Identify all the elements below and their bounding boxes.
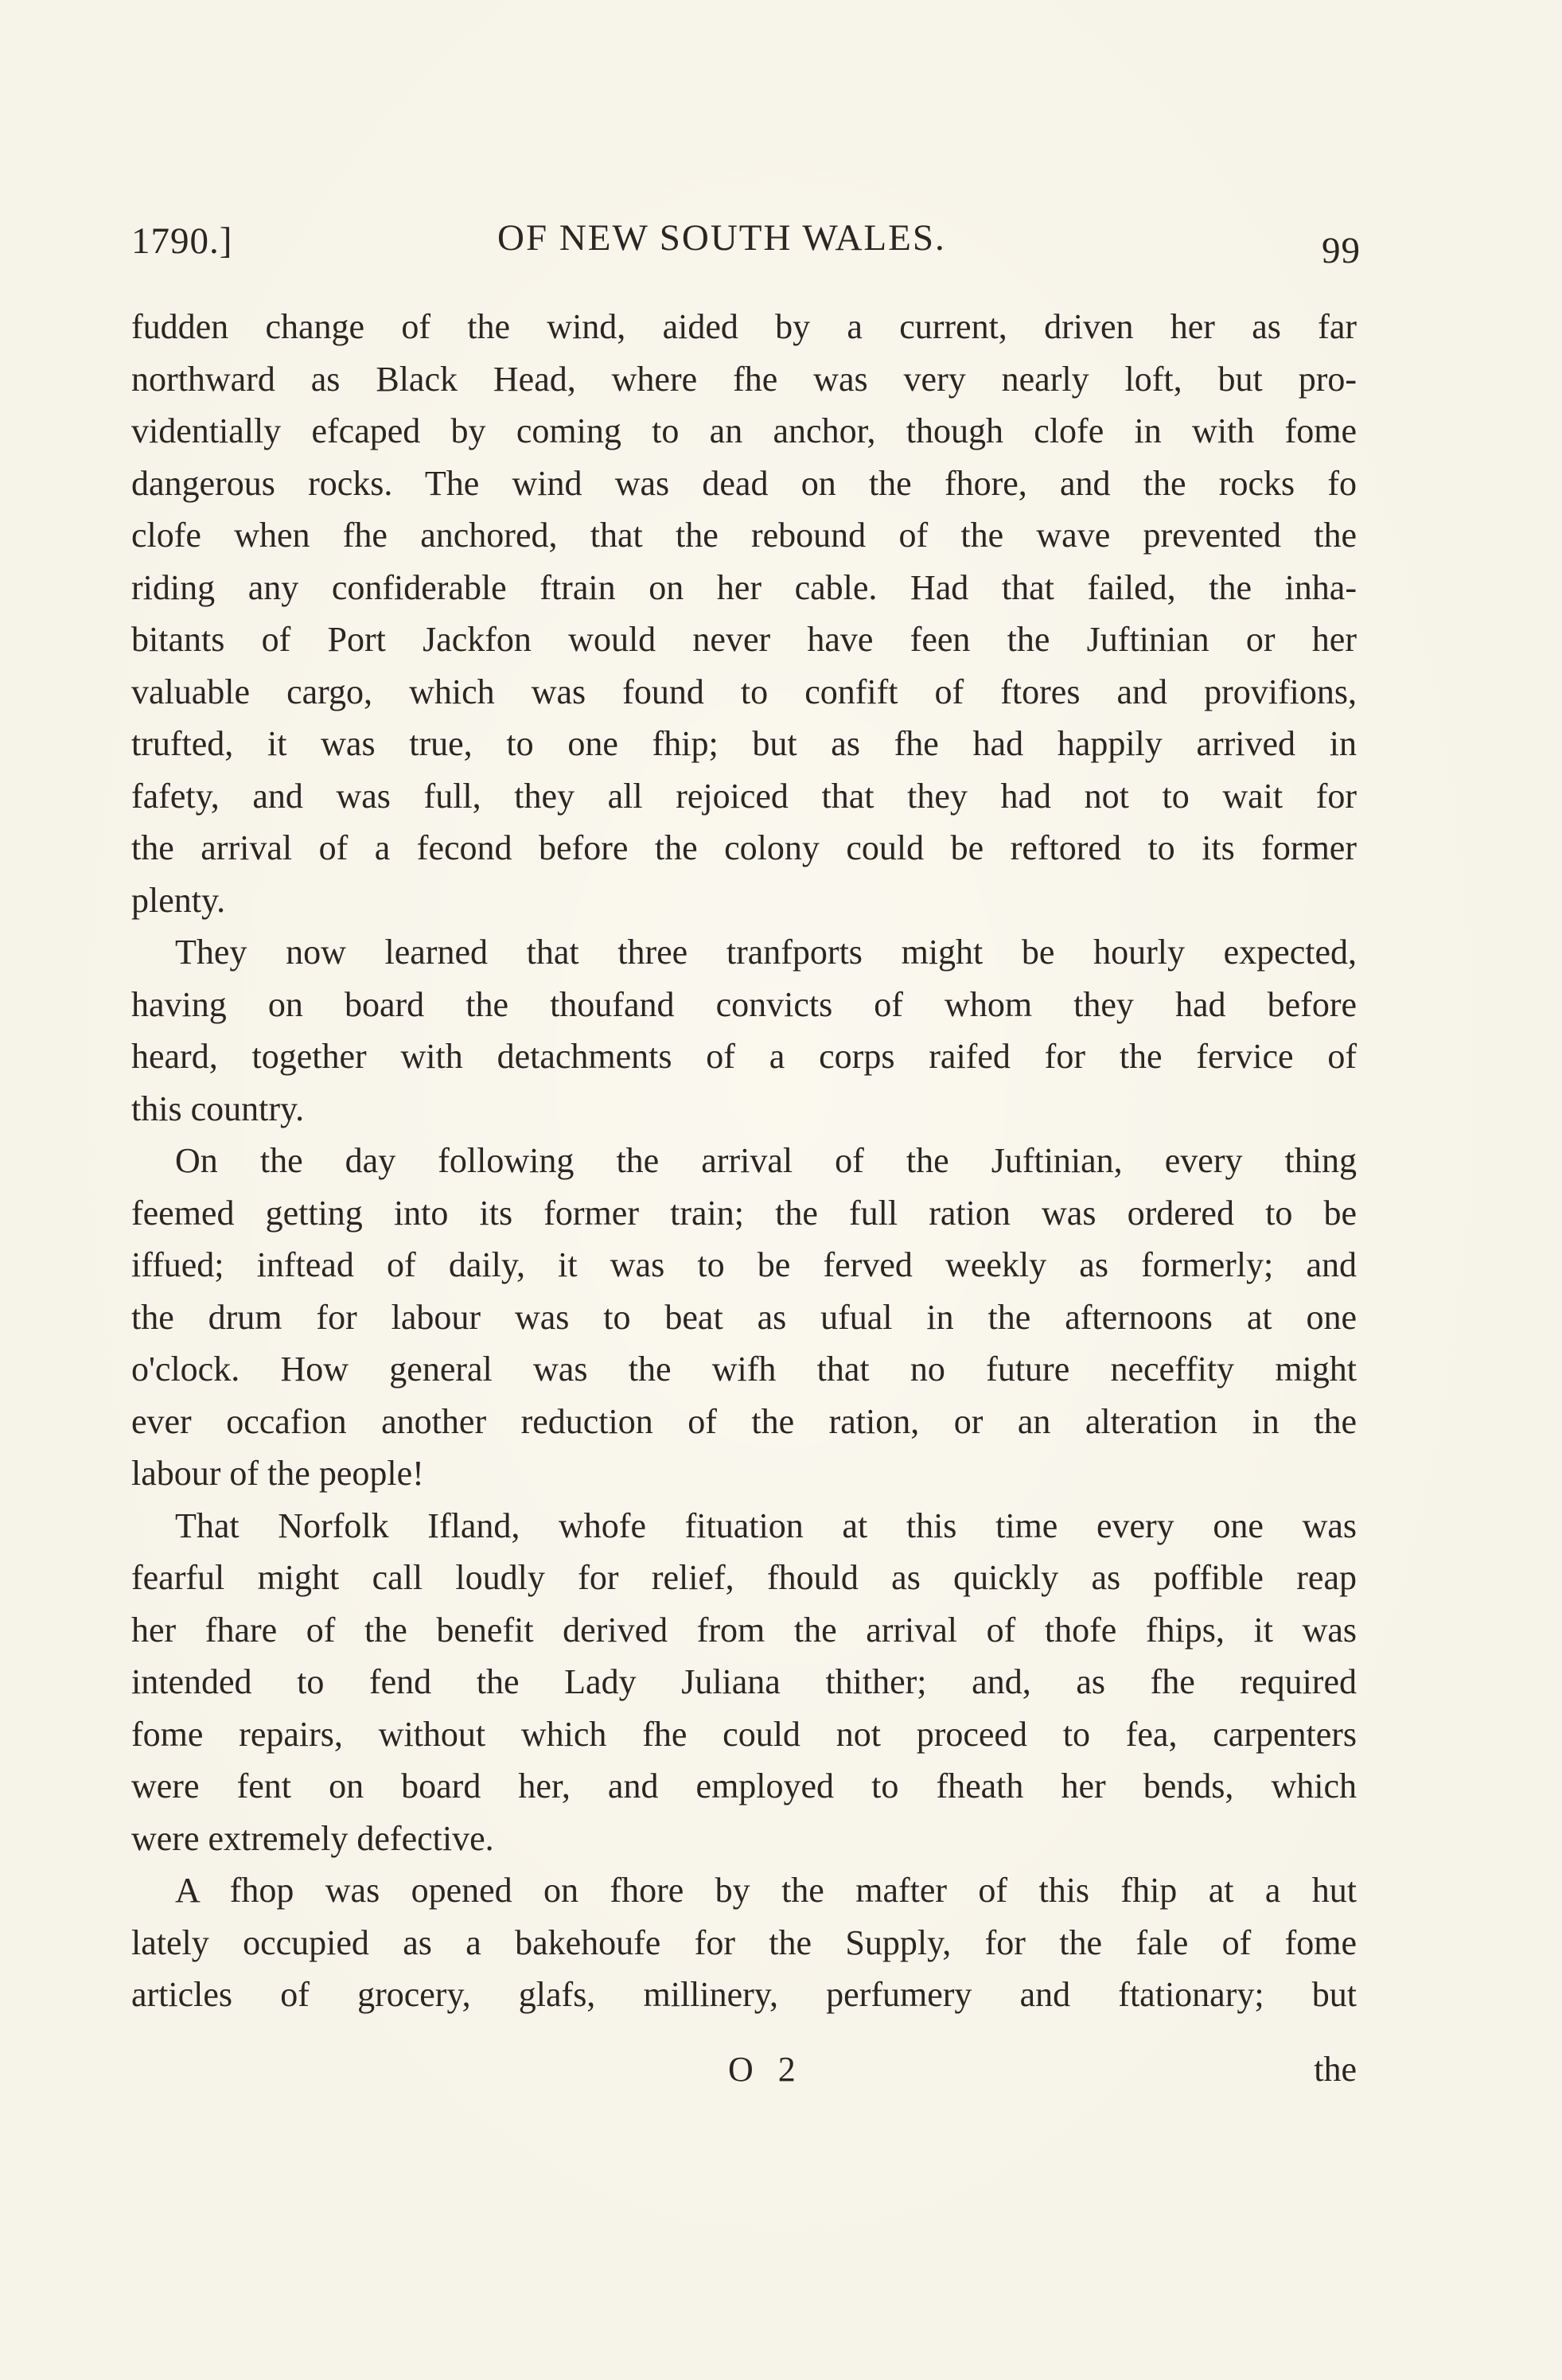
text-line: A fhop was opened on fhore by the mafter of this fhip at a hut xyxy=(175,1871,1357,1910)
paragraph xyxy=(131,1500,1357,1865)
header-year: 1790.] xyxy=(131,220,233,262)
text-line: intended to fend the Lady Juliana thither; and, as fhe required xyxy=(131,1662,1357,1701)
page-number: 99 xyxy=(1322,230,1361,271)
text-line: were extremely defective. xyxy=(131,1818,494,1858)
paragraph xyxy=(131,926,1357,1135)
text-line: this country. xyxy=(131,1089,305,1128)
text-line: the arrival of a fecond before the colony could be reftored to its former xyxy=(131,828,1357,867)
text-line: articles of grocery, glafs, millinery, perfumery and ftationary; but xyxy=(131,1975,1357,2014)
text-line: her fhare of the benefit derived from the arrival of thofe fhips, it was xyxy=(131,1610,1357,1650)
text-line: plenty. xyxy=(131,880,226,920)
paragraph xyxy=(131,1864,1357,2021)
signature-mark: O 2 xyxy=(728,2050,804,2089)
text-line: fafety, and was full, they all rejoiced that they had not to wait for xyxy=(131,776,1357,816)
text-line: were fent on board her, and employed to fheath her bends, which xyxy=(131,1766,1357,1805)
paragraph xyxy=(131,1135,1357,1500)
text-line: fearful might call loudly for relief, fhould as quickly as poffible reap xyxy=(131,1558,1357,1597)
running-title: OF NEW SOUTH WALES. xyxy=(497,217,946,259)
text-line: trufted, it was true, to one fhip; but as fhe had happily arrived in xyxy=(131,724,1357,763)
text-line: They now learned that three tranfports might be hourly expected, xyxy=(175,933,1357,972)
text-line: fudden change of the wind, aided by a current, driven her as far xyxy=(131,307,1357,346)
text-line: lately occupied as a bakehoufe for the Supply, for the fale of fome xyxy=(131,1922,1357,1962)
paragraph xyxy=(131,301,1357,926)
text-line: That Norfolk Ifland, whofe fituation at this time every one was xyxy=(175,1506,1357,1545)
text-line: videntially efcaped by coming to an anchor, though clofe in with fome xyxy=(131,411,1357,450)
body-text xyxy=(131,301,1357,2021)
text-line: riding any confiderable ftrain on her cable. Had that failed, the inha- xyxy=(131,567,1357,607)
text-line: feemed getting into its former train; the full ration was ordered to be xyxy=(131,1193,1357,1233)
text-line: fome repairs, without which fhe could not proceed to fea, carpenters xyxy=(131,1714,1357,1754)
text-line: labour of the people! xyxy=(131,1454,424,1493)
text-line: having on board the thoufand convicts of whom they had before xyxy=(131,984,1357,1024)
text-line: northward as Black Head, where fhe was very nearly loft, but pro- xyxy=(131,359,1357,399)
text-line: ever occafion another reduction of the ration, or an alteration in the xyxy=(131,1401,1357,1441)
text-line: clofe when fhe anchored, that the rebound of the wave prevented the xyxy=(131,516,1357,555)
text-line: o'clock. How general was the wifh that no future neceffity might xyxy=(131,1350,1357,1389)
text-line: bitants of Port Jackfon would never have feen the Juftinian or her xyxy=(131,620,1357,659)
running-header xyxy=(131,216,1361,280)
page-footer xyxy=(131,2043,1357,2096)
text-line: On the day following the arrival of the Juftinian, every thing xyxy=(175,1141,1357,1180)
catchword: the xyxy=(1314,2050,1357,2089)
text-line: valuable cargo, which was found to confift of ftores and provifions, xyxy=(131,672,1357,711)
text-line: iffued; inftead of daily, it was to be ferved weekly as formerly; and xyxy=(131,1245,1357,1284)
text-line: dangerous rocks. The wind was dead on the fhore, and the rocks fo xyxy=(131,463,1357,503)
text-line: heard, together with detachments of a corps raifed for the fervice of xyxy=(131,1037,1357,1076)
text-line: the drum for labour was to beat as ufual in the afternoons at one xyxy=(131,1297,1357,1337)
